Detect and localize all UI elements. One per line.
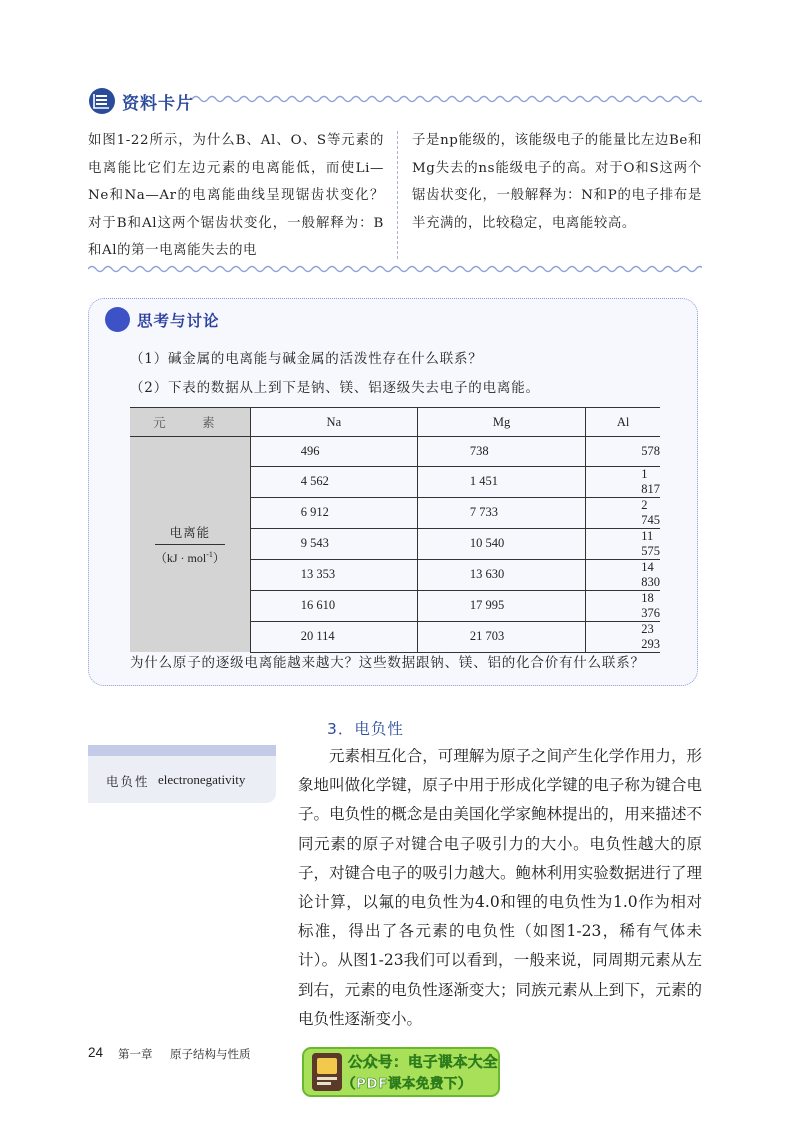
question-1: （1）碱金属的电离能与碱金属的活泼性存在什么联系？ (130, 351, 483, 367)
table-cell: 23 293 (586, 621, 660, 652)
table-cell: 9 543 (250, 528, 417, 559)
discussion-footer-question: 为什么原子的逐级电离能越来越大？这些数据跟钠、镁、铝的化合价有什么联系？ (130, 655, 645, 671)
info-card-right-text: 子是np能级的，该能级电子的能量比左边Be和Mg失去的ns能级电子的高。对于O和S这两个锯齿状变化，一般解释为：N和P的电子排布是半充满的，比较稳定，电离能较高。 (412, 133, 702, 231)
table-cell: 1 451 (417, 466, 585, 497)
table-cell: 10 540 (417, 528, 585, 559)
question-2: （2）下表的数据从上到下是钠、镁、铝逐级失去电子的电离能。 (130, 380, 540, 396)
table-header-mg: Mg (417, 408, 585, 437)
table-cell: 17 995 (417, 590, 585, 621)
table-cell: 11 575 (586, 528, 660, 559)
row-label-cell (130, 437, 250, 653)
watermark-line-2: （PDF课本免费下） (342, 1076, 472, 1092)
table-cell: 7 733 (417, 497, 585, 528)
column-divider (397, 131, 398, 259)
section-heading: 3．电负性 (327, 720, 404, 738)
info-card-icon (88, 87, 116, 115)
table-cell: 4 562 (250, 466, 417, 497)
wave-divider-top (192, 93, 702, 105)
table-header-al: Al (586, 408, 660, 437)
table-header-na: Na (250, 408, 417, 437)
table-cell: 16 610 (250, 590, 417, 621)
page-number: 24 (88, 1045, 104, 1060)
watermark-line-1: 公众号：电子课本大全 (348, 1055, 498, 1071)
chapter-title: 原子结构与性质 (170, 1047, 251, 1061)
body-paragraph: 元素相互化合，可理解为原子之间产生化学作用力，形象地叫做化学键，原子中用于形成化学键的电子称为键合电子。电负性的概念是由美国化学家鲍林提出的，用来描述不同元素的原子对键合电子吸引力的大小。电负性越大的原子，对键合电子的吸引力越大。鲍林利用实验数据进行了理论计算，以氟的电负性为4.0和锂的电负性为1.0作为相对标准，得出了各元素的电负性（如图1-23，稀有气体未计）。从图1-23我们可以看到，一般来说，同周期元素从左到右，元素的电负性逐渐变大；同族元素从上到下，元素的电负性逐渐变小。 (298, 747, 702, 1028)
table-header-label: 元 素 (130, 408, 250, 437)
table-cell: 18 376 (586, 590, 660, 621)
info-card-title: 资料卡片 (122, 94, 194, 114)
table-cell: 21 703 (417, 621, 585, 652)
table-cell: 1 817 (586, 466, 660, 497)
table-cell: 14 830 (586, 559, 660, 590)
row-label-unit: （kJ · mol$^{-1}$） (154, 550, 225, 566)
chapter-label: 第一章 (118, 1047, 153, 1061)
table-cell: 578 (586, 437, 660, 467)
ionization-energy-table (130, 407, 660, 653)
wave-divider-bottom (88, 263, 702, 275)
discussion-title: 思考与讨论 (137, 312, 220, 330)
discussion-bullet-icon (105, 307, 130, 332)
glossary-term-en: electronegativity (158, 772, 246, 787)
table-cell: 496 (250, 437, 417, 467)
row-label-title: 电离能 (155, 523, 225, 545)
table-cell: 20 114 (250, 621, 417, 652)
table-row (130, 437, 660, 467)
glossary-side-note-bar (88, 745, 276, 756)
book-logo-icon (312, 1053, 342, 1091)
table-cell: 6 912 (250, 497, 417, 528)
table-cell: 738 (417, 437, 585, 467)
table-cell: 2 745 (586, 497, 660, 528)
table-cell: 13 630 (417, 559, 585, 590)
table-header-row (130, 408, 660, 437)
table-cell: 13 353 (250, 559, 417, 590)
glossary-term-zh: 电负性 (106, 774, 150, 789)
info-card-left-text: 如图1-22所示，为什么B、Al、O、S等元素的电离能比它们左边元素的电离能低，而使Li—Ne和Na—Ar的电离能曲线呈现锯齿状变化？对于B和Al这两个锯齿状变化，一般解释为：B和Al的第一电离能失去的电 (88, 133, 384, 259)
